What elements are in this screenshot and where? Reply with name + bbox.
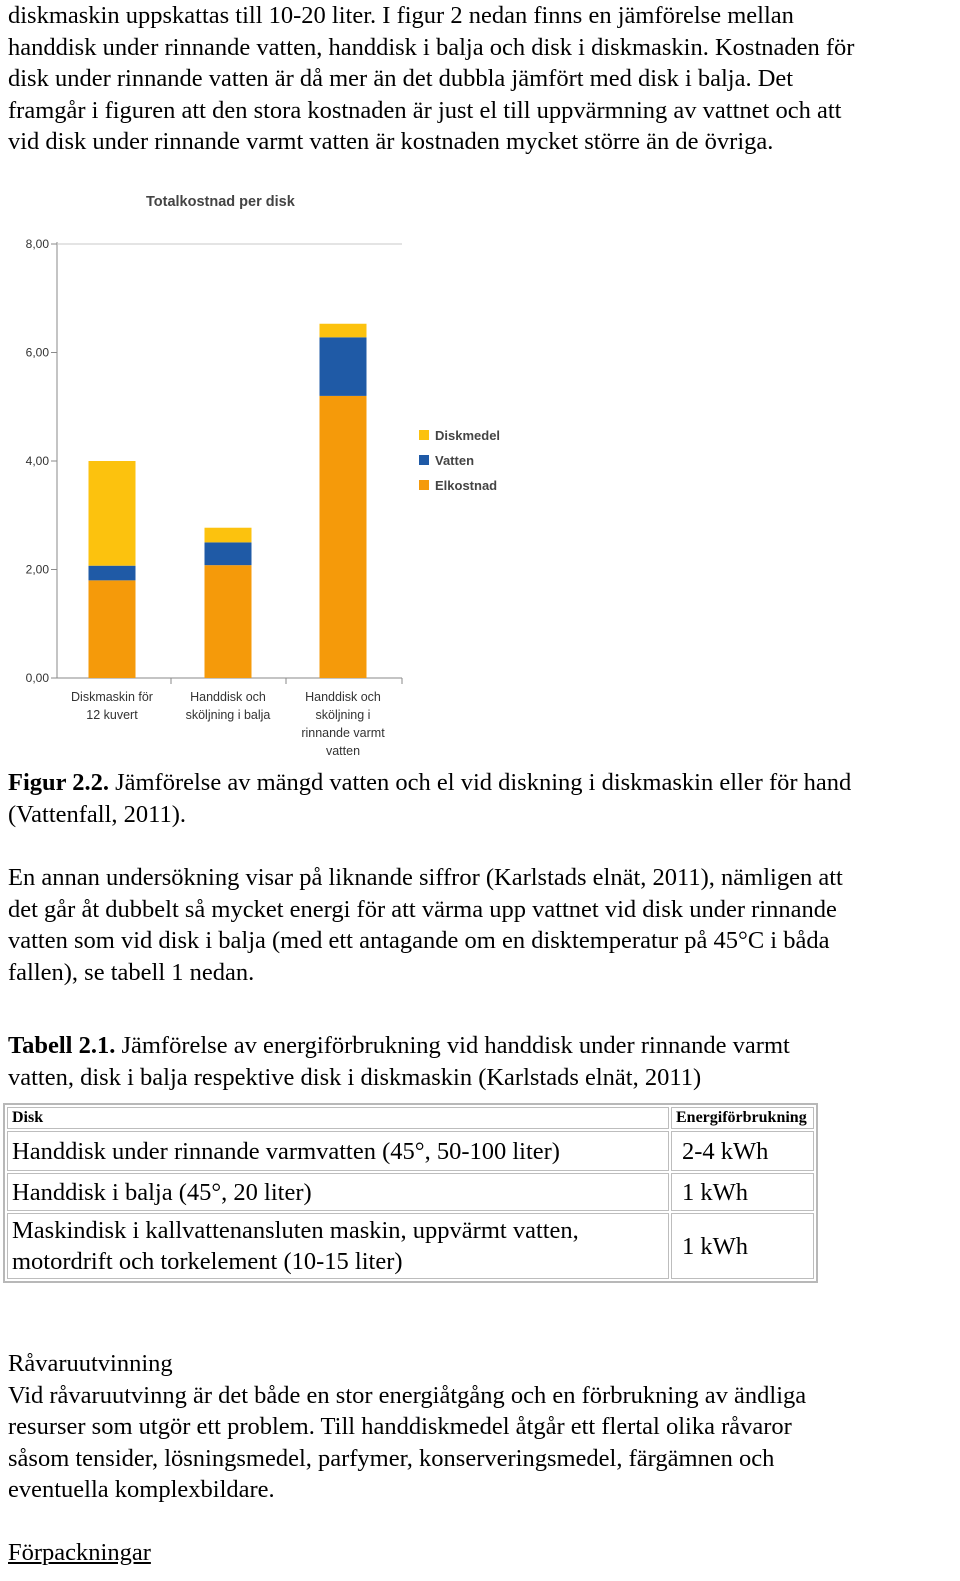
cell-disk: Handdisk under rinnande varmvatten (45°, 50-100 liter) <box>7 1131 669 1171</box>
x-tick-label: sköljning i <box>315 708 371 722</box>
cost-chart <box>0 178 540 758</box>
table-row <box>7 1213 814 1279</box>
text-line: det går åt dubbelt så mycket energi för att värma upp vattnet vid disk under rinnande <box>8 895 837 923</box>
x-tick-label: sköljning i balja <box>185 708 271 722</box>
bar-segment-diskmedel <box>205 528 252 543</box>
y-tick-label: 2,00 <box>25 562 49 577</box>
bar-segment-diskmedel <box>89 461 136 566</box>
x-tick-label: Handdisk och <box>305 690 381 704</box>
paragraph-karlstad <box>8 862 958 988</box>
legend-label: Diskmedel <box>435 428 501 443</box>
x-tick-label: Handdisk och <box>190 690 266 704</box>
bar-segment-elkostnad <box>89 580 136 678</box>
text-line: Vid råvaruutvinng är det både en stor energiåtgång och en förbrukning av ändliga <box>8 1381 807 1409</box>
x-tick-label: vatten <box>325 744 361 758</box>
table-header-row <box>7 1107 814 1129</box>
section-heading-link[interactable]: Förpackningar <box>8 1539 151 1566</box>
y-tick-label: 0,00 <box>25 671 49 685</box>
cell-disk <box>7 1213 669 1279</box>
y-tick-label: 6,00 <box>25 345 49 360</box>
text-line: framgår i figuren att den stora kostnaden är just el till uppvärmning av vattnet och att <box>8 96 842 124</box>
text-line: disk under rinnande vatten är då mer än det dubbla jämfört med disk i balja. Det <box>8 65 794 92</box>
bar-segment-elkostnad <box>320 396 367 678</box>
legend-label: Vatten <box>435 453 475 468</box>
text-line: eventuella komplexbildare. <box>8 1476 275 1503</box>
table-caption-label: Tabell 2.1. <box>8 1032 116 1059</box>
text-line: diskmaskin uppskattas till 10-20 liter. I figur 2 nedan finns en jämförelse mellan <box>8 2 794 29</box>
intro-paragraph <box>8 0 958 158</box>
section-pack <box>8 1537 958 1569</box>
header-energy: Energiförbrukning <box>671 1107 814 1129</box>
x-tick-label: rinnande varmt <box>301 726 385 740</box>
table-row <box>7 1131 814 1171</box>
figure-caption <box>8 767 958 830</box>
legend-label: Elkostnad <box>435 478 498 493</box>
cell-energy: 2-4 kWh <box>671 1131 814 1171</box>
table-caption-text: Jämförelse av energiförbrukning vid handdisk under rinnande varmt <box>115 1032 790 1059</box>
cell-disk-line: Maskindisk i kallvattenansluten maskin, uppvärmt vatten, <box>12 1217 579 1244</box>
bar-segment-diskmedel <box>320 324 367 338</box>
bar-segment-vatten <box>89 566 136 581</box>
energy-table <box>3 1103 818 1283</box>
text-line: handdisk under rinnande vatten, handdisk i balja och disk i diskmaskin. Kostnaden för <box>8 33 855 61</box>
table-caption-text-2: vatten, disk i balja respektive disk i diskmaskin (Karlstads elnät, 2011) <box>8 1063 702 1091</box>
bar-segment-vatten <box>320 337 367 396</box>
cell-energy: 1 kWh <box>671 1213 814 1279</box>
x-tick-label: Diskmaskin för <box>71 690 153 704</box>
text-line: vid disk under rinnande varmt vatten är kostnaden mycket större än de övriga. <box>8 128 774 155</box>
text-line: såsom tensider, lösningsmedel, parfymer, konserveringsmedel, färgämnen och <box>8 1444 775 1472</box>
text-line: resurser som utgör ett problem. Till handdiskmedel åtgår ett flertal olika råvaror <box>8 1413 792 1440</box>
bar-segment-vatten <box>205 542 252 565</box>
cell-energy: 1 kWh <box>671 1173 814 1211</box>
chart-title: Totalkostnad per disk <box>146 194 295 210</box>
legend-swatch <box>419 430 429 440</box>
cell-disk: Handdisk i balja (45°, 20 liter) <box>7 1173 669 1211</box>
figure-caption-text: Jämförelse av mängd vatten och el vid diskning i diskmaskin eller för hand <box>108 769 852 796</box>
legend-swatch <box>419 480 429 490</box>
figure-caption-label: Figur 2.2. <box>8 769 109 796</box>
y-tick-label: 4,00 <box>25 454 49 468</box>
text-line: En annan undersökning visar på liknande siffror (Karlstads elnät, 2011), nämligen att <box>8 864 843 891</box>
y-tick-label: 8,00 <box>25 237 49 251</box>
table-caption <box>8 1030 958 1093</box>
header-disk: Disk <box>7 1107 669 1129</box>
legend-swatch <box>419 455 429 465</box>
x-tick-label: 12 kuvert <box>86 708 138 722</box>
text-line: vatten som vid disk i balja (med ett antagande om en disktemperatur på 45°C i båda <box>8 927 830 954</box>
section-heading: Råvaruutvinning <box>8 1350 173 1377</box>
figure-caption-text-2: (Vattenfall, 2011). <box>8 800 187 828</box>
bar-segment-elkostnad <box>205 565 252 678</box>
text-line: fallen), se tabell 1 nedan. <box>8 958 255 986</box>
section-raw <box>8 1348 958 1506</box>
cell-disk-line: motordrift och torkelement (10-15 liter) <box>12 1248 403 1275</box>
table-row <box>7 1173 814 1211</box>
